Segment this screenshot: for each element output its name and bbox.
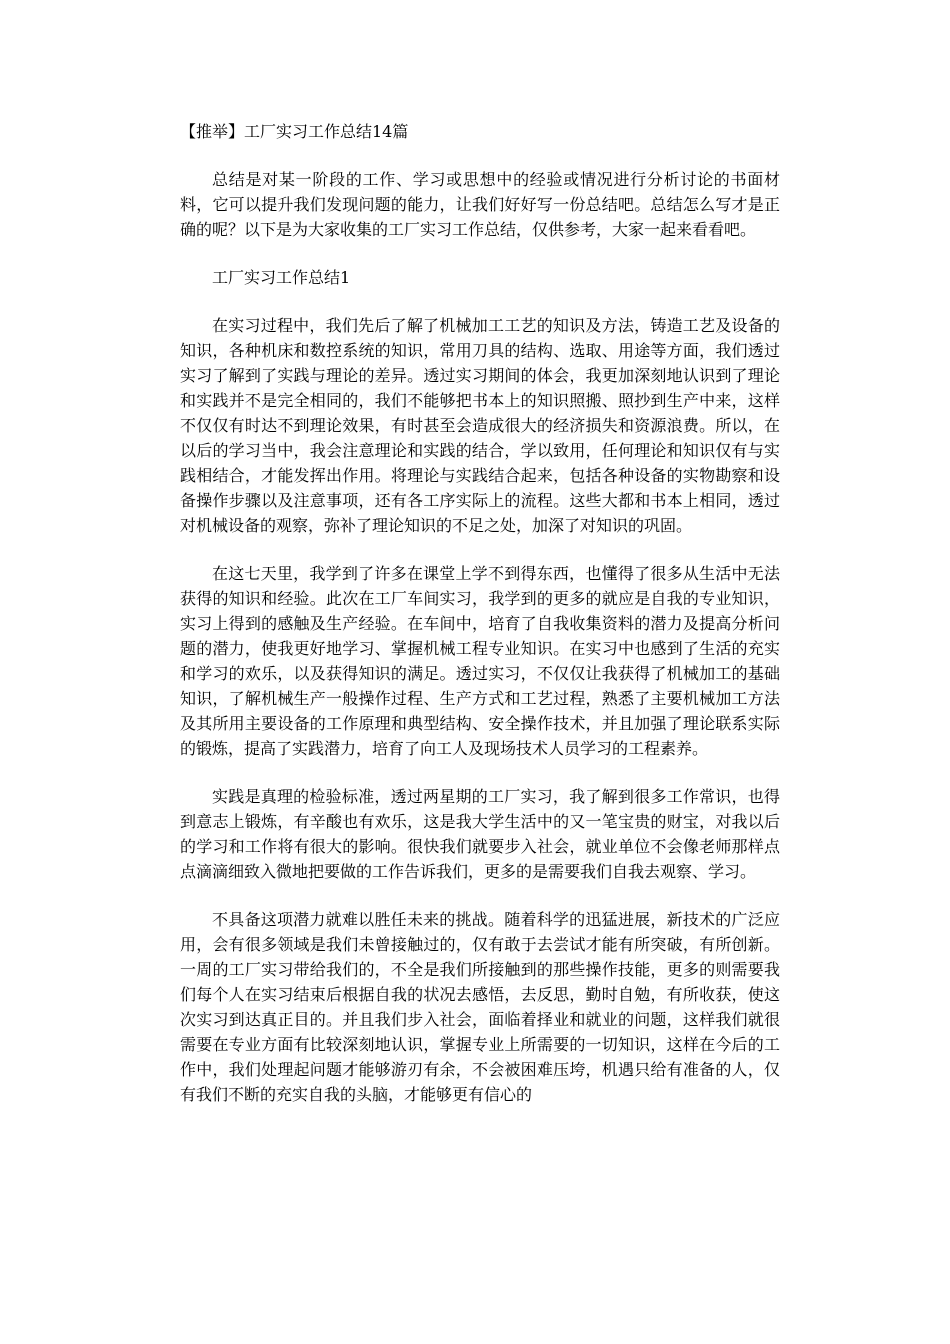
intro-paragraph: 总结是对某一阶段的工作、学习或思想中的经验或情况进行分析讨论的书面材料，它可以提升我们发现问题的能力，让我们好好写一份总结吧。总结怎么写才是正确的呢？以下是为大家收集的工厂实习工作总结，仅供参考，大家一起来看看吧。 xyxy=(180,170,780,239)
document-title: 【推举】工厂实习工作总结14篇 xyxy=(180,122,409,141)
section-heading: 工厂实习工作总结1 xyxy=(212,268,351,287)
body-paragraph-4: 不具备这项潜力就难以胜任未来的挑战。随着科学的迅猛进展，新技术的广泛应用，会有很多领域是我们未曾接触过的，仅有敢于去尝试才能有所突破，有所创新。一周的工厂实习带给我们的，不全是我们所接触到的那些操作技能，更多的则需要我们每个人在实习结束后根据自我的状况去感悟，去反思，勤时自勉，有所收获，使这次实习到达真正目的。并且我们步入社会，面临着择业和就业的问题，这样我们就很需要在专业方面有比较深刻地认识，掌握专业上所需要的一切知识，这样在今后的工作中，我们处理起问题才能够游刃有余，不会被困难压垮，机遇只给有准备的人，仅有我们不断的充实自我的头脑，才能够更有信心的 xyxy=(180,910,780,1104)
body-paragraph-2: 在这七天里，我学到了许多在课堂上学不到得东西，也懂得了很多从生活中无法获得的知识和经验。此次在工厂车间实习，我学到的更多的就应是自我的专业知识，实习上得到的感触及生产经验。在车间中，培育了自我收集资料的潜力及提高分析问题的潜力，使我更好地学习、掌握机械工程专业知识。在实习中也感到了生活的充实和学习的欢乐，以及获得知识的满足。透过实习，不仅仅让我获得了机械加工的基础知识，了解机械生产一般操作过程、生产方式和工艺过程，熟悉了主要机械加工方法及其所用主要设备的工作原理和典型结构、安全操作技术，并且加强了理论联系实际的锻炼，提高了实践潜力，培育了向工人及现场技术人员学习的工程素养。 xyxy=(180,564,780,758)
document-body xyxy=(180,119,780,1130)
body-paragraph-1: 在实习过程中，我们先后了解了机械加工工艺的知识及方法，铸造工艺及设备的知识，各种机床和数控系统的知识，常用刀具的结构、选取、用途等方面，我们透过实习了解到了实践与理论的差异。透过实习期间的体会，我更加深刻地认识到了理论和实践并不是完全相同的，我们不能够把书本上的知识照搬、照抄到生产中来，这样不仅仅有时达不到理论效果，有时甚至会造成很大的经济损失和资源浪费。所以，在以后的学习当中，我会注意理论和实践的结合，学以致用，任何理论和知识仅有与实践相结合，才能发挥出作用。将理论与实践结合起来，包括各种设备的实物勘察和设备操作步骤以及注意事项，还有各工序实际上的流程。这些大都和书本上相同，透过对机械设备的观察，弥补了理论知识的不足之处，加深了对知识的巩固。 xyxy=(180,316,780,535)
body-paragraph-3: 实践是真理的检验标准，透过两星期的工厂实习，我了解到很多工作常识，也得到意志上锻炼，有辛酸也有欢乐，这是我大学生活中的又一笔宝贵的财宝，对我以后的学习和工作将有很大的影响。很快我们就要步入社会，就业单位不会像老师那样点点滴滴细致入微地把要做的工作告诉我们，更多的是需要我们自我去观察、学习。 xyxy=(180,787,780,881)
